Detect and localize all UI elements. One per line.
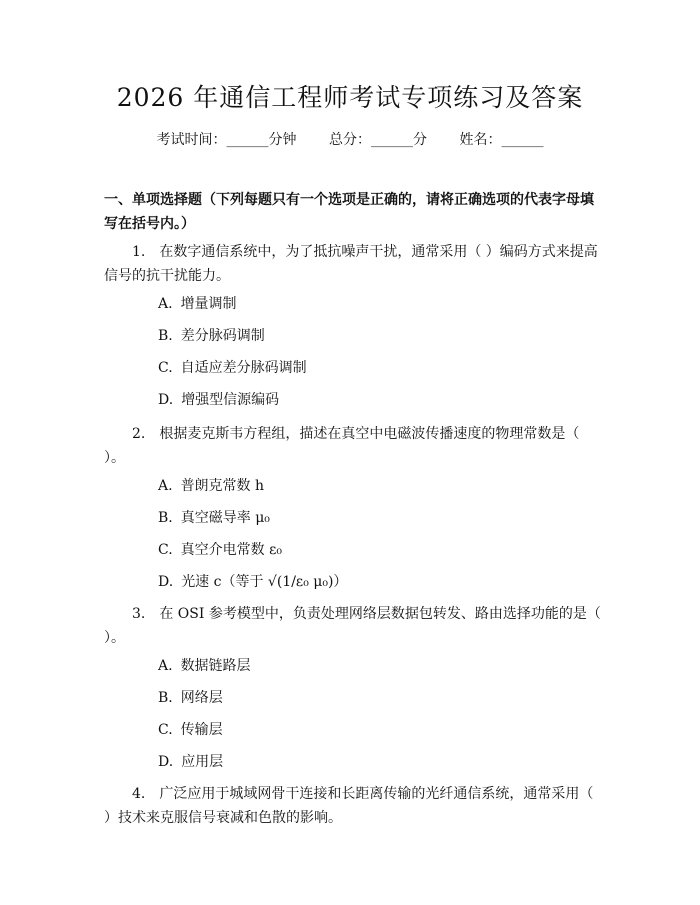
- question-2-option-a: [158, 476, 264, 496]
- option-text: 真空磁导率 μ₀: [180, 510, 270, 526]
- total-score-field: 总分：______分: [329, 132, 427, 148]
- option-letter: B.: [158, 510, 173, 526]
- question-2-option-b: [158, 508, 270, 528]
- page-title: 2026 年通信工程师考试专项练习及答案: [116, 83, 584, 112]
- option-text: 增量调制: [180, 296, 237, 312]
- option-text: 自适应差分脉码调制: [180, 360, 307, 376]
- question-2-option-c: [158, 540, 282, 560]
- option-letter: A.: [158, 658, 173, 674]
- option-text: 网络层: [180, 690, 223, 706]
- question-3-option-b: [158, 688, 223, 708]
- exam-time-field: 考试时间：______分钟: [156, 132, 297, 148]
- option-text: 传输层: [180, 722, 223, 738]
- option-text: 增强型信源编码: [181, 392, 280, 408]
- option-text: 真空介电常数 ε₀: [180, 542, 282, 558]
- question-1-option-b: [158, 326, 265, 346]
- option-letter: B.: [158, 690, 173, 706]
- option-letter: A.: [158, 296, 173, 312]
- option-text: 普朗克常数 h: [180, 478, 265, 494]
- option-text: 差分脉码调制: [180, 328, 265, 344]
- option-text: 应用层: [181, 754, 224, 770]
- option-letter: D.: [158, 574, 174, 590]
- question-4: 4. 广泛应用于城域网骨干连接和长距离传输的光纤通信系统，通常采用（ ）技术来克服信号衰减和色散的影响。: [104, 786, 594, 826]
- question-3-option-a: [158, 656, 251, 676]
- option-letter: A.: [158, 478, 173, 494]
- option-text: 数据链路层: [180, 658, 251, 674]
- exam-meta: [0, 130, 700, 150]
- option-letter: C.: [158, 360, 173, 376]
- question-3-option-d: [158, 752, 223, 772]
- question-3-option-c: [158, 720, 223, 740]
- option-letter: C.: [158, 542, 173, 558]
- question-2: 2. 根据麦克斯韦方程组，描述在真空中电磁波传播速度的物理常数是（ ）。: [104, 426, 580, 466]
- section-heading: 一、单项选择题（下列每题只有一个选项是正确的，请将正确选项的代表字母填写在括号内。）: [104, 192, 594, 232]
- question-1-option-a: [158, 294, 237, 314]
- option-letter: C.: [158, 722, 173, 738]
- question-1-option-c: [158, 358, 307, 378]
- question-2-option-d: [158, 572, 347, 592]
- question-3: 3. 在 OSI 参考模型中，负责处理网络层数据包转发、路由选择功能的是（ ）。: [104, 606, 601, 646]
- question-1: 1. 在数字通信系统中，为了抵抗噪声干扰，通常采用（ ）编码方式来提高信号的抗干扰能力。: [104, 244, 598, 284]
- option-letter: D.: [158, 754, 174, 770]
- student-name-field: 姓名：______: [459, 132, 544, 148]
- option-letter: B.: [158, 328, 173, 344]
- option-text: 光速 c（等于 √(1/ε₀ μ₀)）: [181, 574, 348, 590]
- option-letter: D.: [158, 392, 174, 408]
- question-1-option-d: [158, 390, 279, 410]
